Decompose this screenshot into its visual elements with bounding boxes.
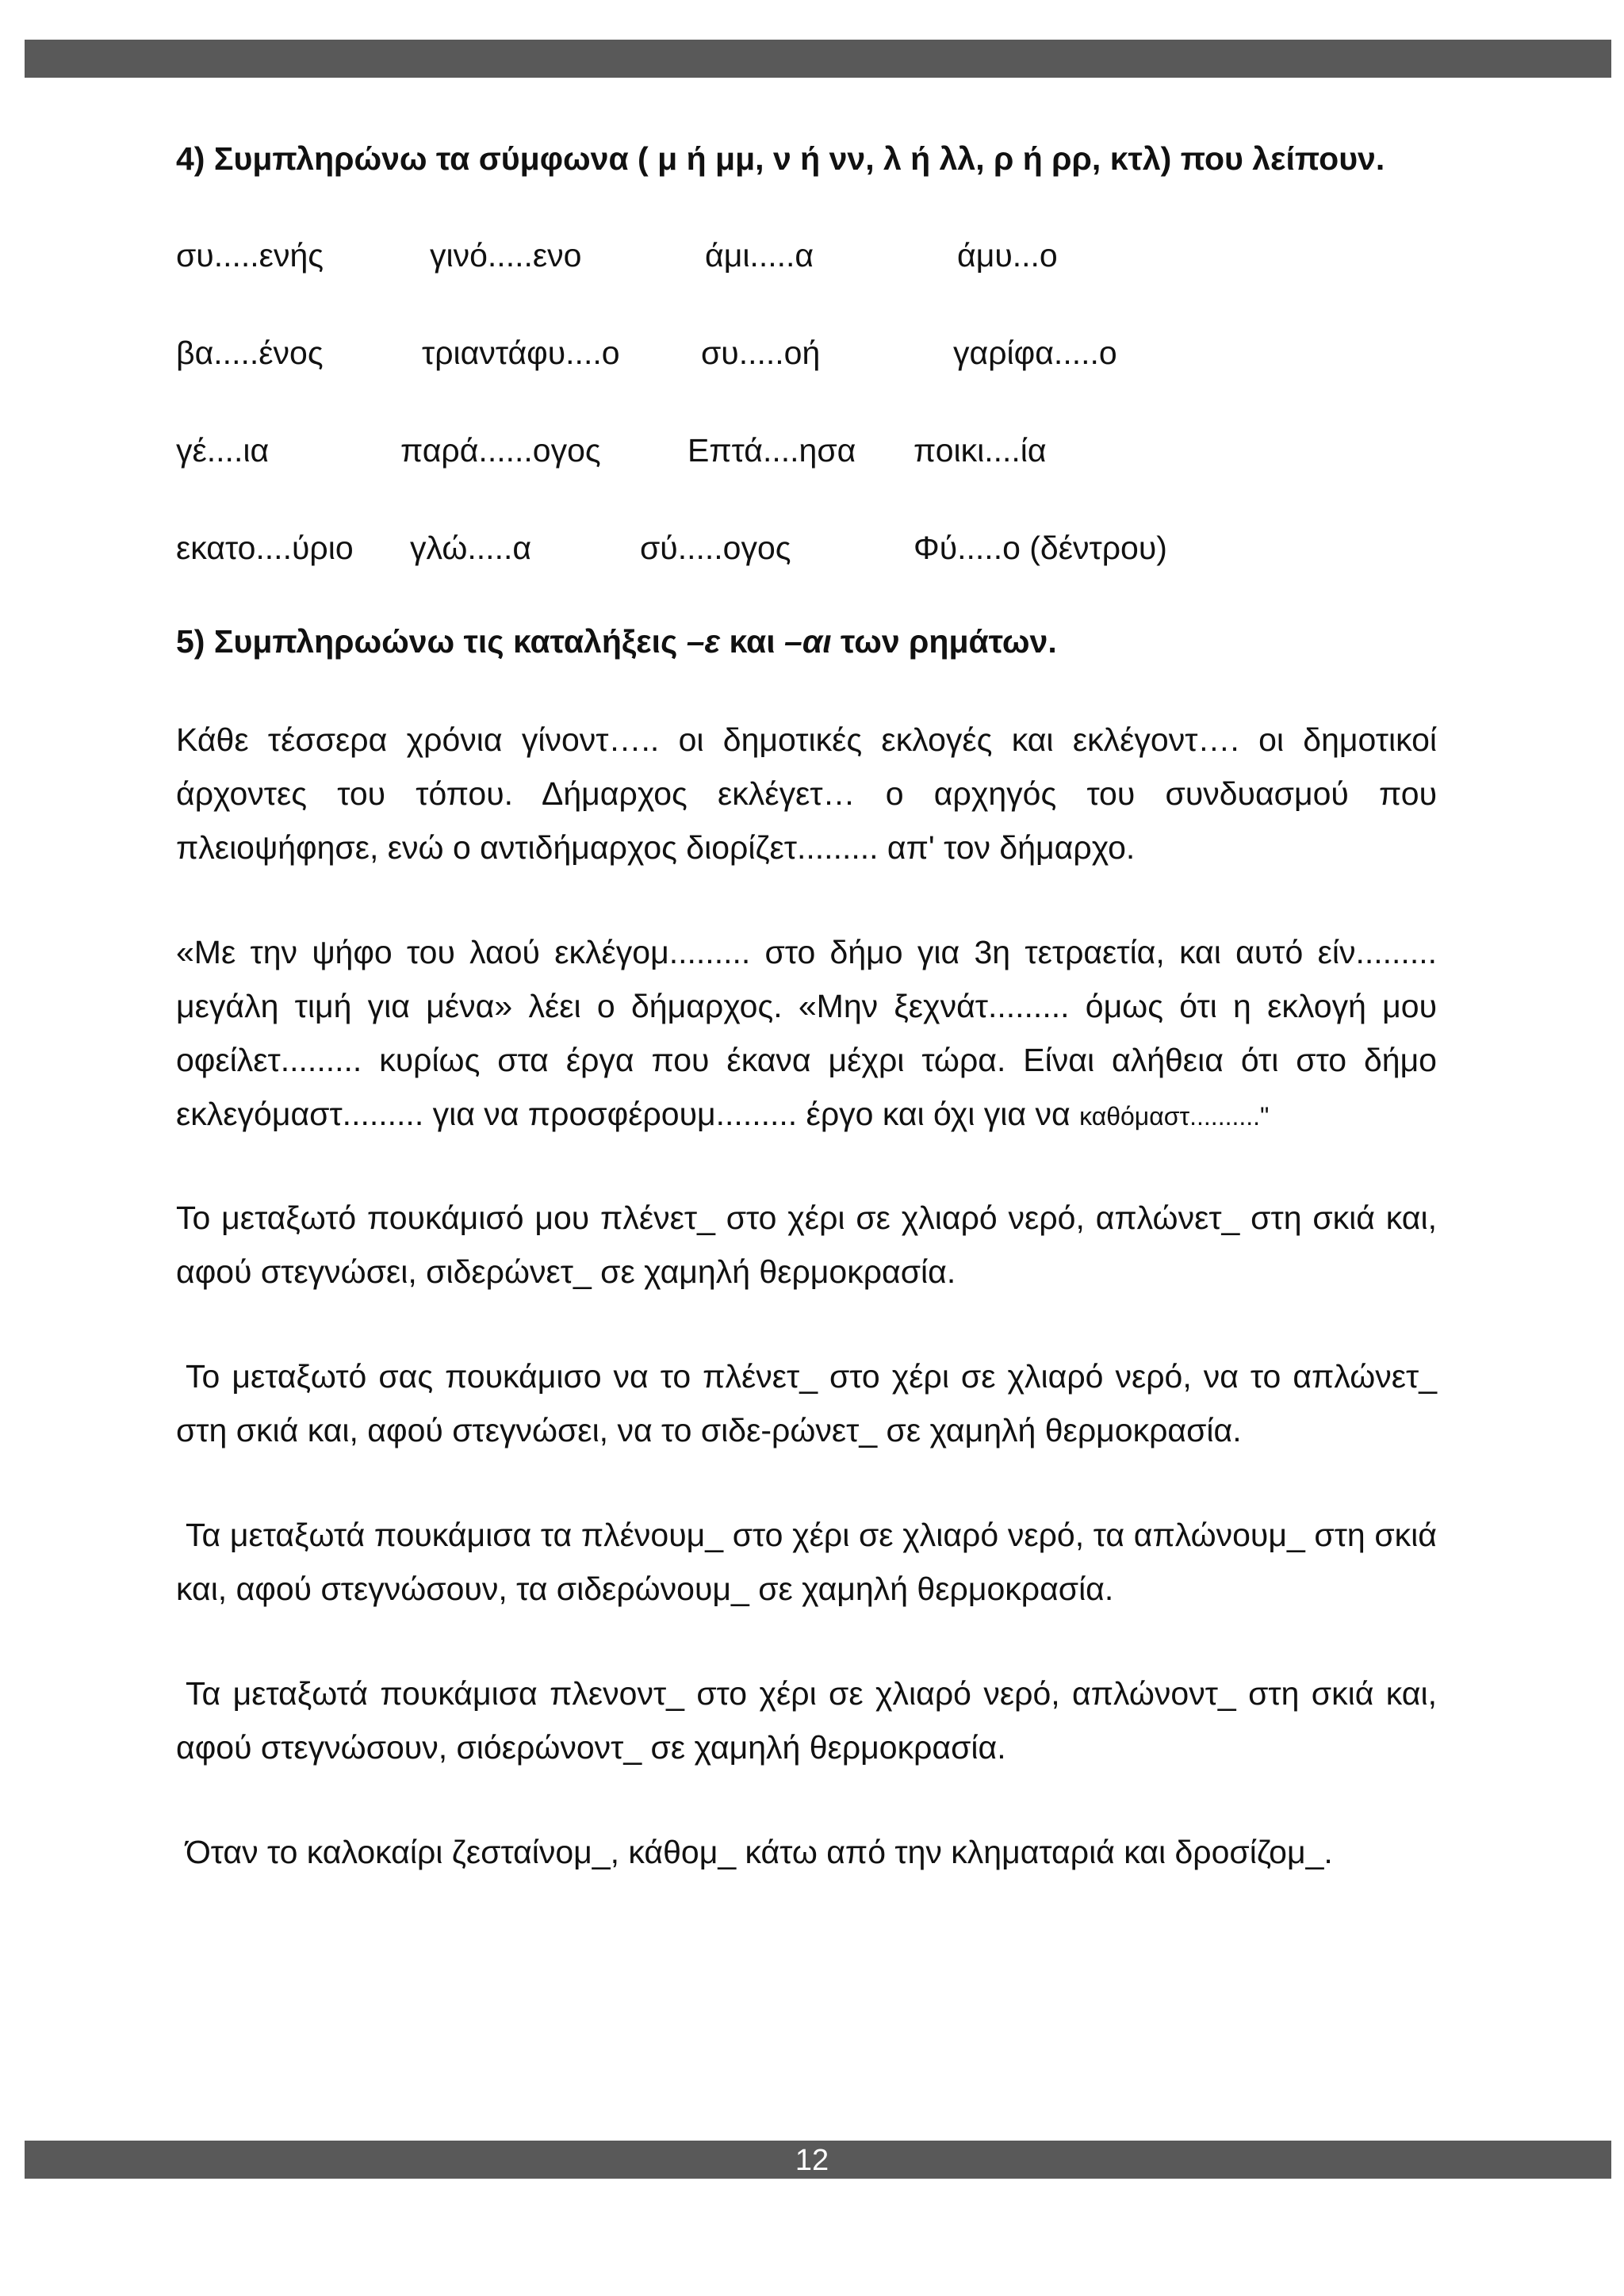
header-bar	[25, 40, 1611, 78]
paragraph-shirt-2: Το μεταξωτό σας πουκάμισο να το πλένετ_ στο χέρι σε χλιαρό νερό, να το απλώνετ_ στη σκιά και, αφού στεγνώσει, να το σιδε-ρώνετ_ σε χαμηλή θερμοκρασία.	[176, 1358, 1437, 1448]
word-blank: συ.....οή	[701, 335, 821, 371]
word-blank: άμι.....α	[705, 237, 814, 274]
paragraph-shirts-3: Τα μεταξωτά πουκάμισα τα πλένουμ_ στο χέρι σε χλιαρό νερό, τα απλώνουμ_ στη σκιά και, αφού στεγνώσουν, τα σιδερώνουμ_ σε χαμηλή θερμοκρασία.	[176, 1517, 1437, 1607]
paragraph-shirt-1: Το μεταξωτό πουκάμισό μου πλένετ_ στο χέρι σε χλιαρό νερό, απλώνετ_ στη σκιά και, αφού στεγνώσει, σιδερώνετ_ σε χαμηλή θερμοκρασία.	[176, 1200, 1437, 1290]
word-blank: Φύ.....ο (δέντρου)	[914, 530, 1167, 566]
paragraph-tail: καθόμαστ.........."	[1079, 1102, 1270, 1131]
heading-text: των ρημάτων.	[831, 623, 1057, 660]
heading-ending-ai: –αι	[784, 623, 832, 660]
word-blank: σύ.....ογος	[640, 530, 791, 566]
heading-text: 5) Συμπληρωώνω τις καταλήξεις	[176, 623, 687, 660]
heading-ending-e: –ε	[686, 623, 721, 660]
word-row	[176, 329, 1437, 377]
word-row	[176, 524, 1437, 572]
paragraph-shirts-4: Τα μεταξωτά πουκάμισα πλενοντ_ στο χέρι σε χλιαρό νερό, απλώνοντ_ στη σκιά και, αφού στεγνώσουν, σιόερώνοντ_ σε χαμηλή θερμοκρασία.	[176, 1675, 1437, 1766]
word-blank: γινό.....ενο	[430, 237, 582, 274]
exercise-5-heading	[176, 618, 1437, 665]
word-blank: γαρίφα.....ο	[953, 335, 1117, 371]
paragraph-text: «Με την ψήφο του λαού εκλέγομ......... στο δήμο για 3η τετραετία, και αυτό είν......... μεγάλη τιμή για μένα» λέει ο δήμαρχος. «Μην ξεχνάτ......... όμως ότι η εκλογή μου οφείλετ......... κυρίως στα έργα που έκανα μέχρι τώρα. Είναι αλήθεια ότι στο δήμο εκλεγόμαστ......... για να προσφέρουμ......... έργο και όχι για να	[176, 934, 1437, 1132]
word-blank: άμυ...ο	[957, 237, 1058, 274]
word-row	[176, 427, 1437, 474]
word-blank: γέ....ια	[176, 432, 270, 469]
word-blank: παρά......ογος	[400, 432, 601, 469]
word-blank: συ.....ενής	[176, 237, 324, 274]
paragraph-elections: Κάθε τέσσερα χρόνια γίνοντ….. οι δημοτικές εκλογές και εκλέγοντ…. οι δημοτικοί άρχοντες του τόπου. Δήμαρχος εκλέγετ… ο αρχηγός του συνδυασμού που πλειοψήφησε, ενώ ο αντιδήμαρχος διορίζετ......... απ' τον δήμαρχο.	[176, 721, 1437, 866]
worksheet-content	[176, 135, 1437, 1879]
page-number: 12	[795, 2144, 829, 2177]
word-blank: τριαντάφυ....ο	[422, 335, 620, 371]
word-blank: βα.....ένος	[176, 335, 324, 371]
word-blank: Επτά....ησα	[688, 432, 856, 469]
word-row	[176, 232, 1437, 279]
word-blank: εκατο....ύριο	[176, 530, 354, 566]
word-blank: ποικι....ία	[914, 432, 1047, 469]
exercise-4-word-grid	[176, 232, 1437, 572]
heading-text: και	[720, 623, 785, 660]
word-blank: γλώ.....α	[410, 530, 532, 566]
exercise-4-heading: 4) Συμπληρώνω τα σύμφωνα ( μ ή μμ, ν ή νν, λ ή λλ, ρ ή ρρ, κτλ) που λείπουν.	[176, 140, 1385, 177]
paragraph-summer: Όταν το καλοκαίρι ζεσταίνομ_, κάθομ_ κάτω από την κληματαριά και δροσίζομ_.	[186, 1834, 1333, 1870]
paragraph-mayor-quote	[176, 925, 1437, 1143]
